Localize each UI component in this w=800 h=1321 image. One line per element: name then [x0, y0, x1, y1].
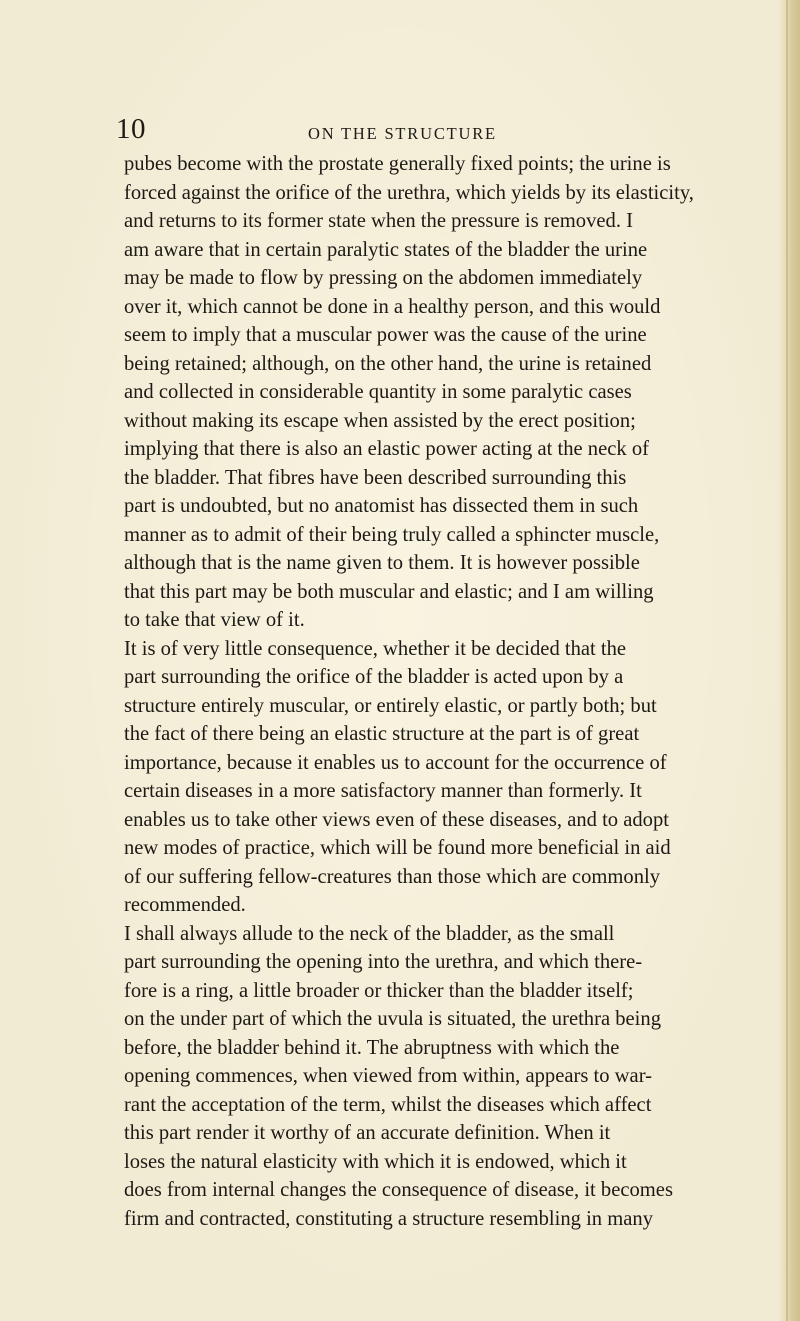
text-line: part surrounding the orifice of the bladder is acted upon by a	[124, 666, 624, 688]
text-line: manner as to admit of their being truly called a sphincter muscle,	[124, 523, 660, 546]
text-line: importance, because it enables us to account for the occurrence of	[124, 751, 667, 774]
text-line: the fact of there being an elastic structure at the part is of great	[124, 723, 640, 745]
text-line: new modes of practice, which will be found more beneficial in aid	[124, 837, 671, 859]
text-line: on the under part of which the uvula is situated, the urethra being	[124, 1008, 661, 1030]
text-line: although that is the name given to them. It is however possible	[124, 552, 640, 574]
text-line: before, the bladder behind it. The abruptness with which the	[124, 1036, 620, 1059]
page-edge-shadow	[778, 0, 800, 1321]
text-line: the bladder. That fibres have been described surrounding this	[124, 466, 627, 489]
text-line: implying that there is also an elastic power acting at the neck of	[124, 438, 649, 460]
text-line: pubes become with the prostate generally fixed points; the urine is	[124, 153, 671, 175]
text-line: seem to imply that a muscular power was the cause of the urine	[124, 324, 647, 346]
text-line: enables us to take other views even of these diseases, and to adopt	[124, 808, 670, 831]
text-line: It is of very little consequence, whether it be decided that the	[124, 637, 627, 660]
text-line: forced against the orifice of the urethra, which yields by its elasticity,	[124, 181, 694, 204]
text-line: may be made to flow by pressing on the abdomen immediately	[124, 267, 643, 289]
text-line: does from internal changes the consequence of disease, it becomes	[124, 1179, 673, 1201]
text-line: recommended.	[124, 894, 246, 916]
text-line: part surrounding the opening into the urethra, and which there-	[124, 951, 643, 973]
text-line: and collected in considerable quantity in some paralytic cases	[124, 381, 632, 403]
body-text	[124, 150, 726, 1233]
page-number: 10	[116, 113, 146, 145]
text-line: certain diseases in a more satisfactory manner than formerly. It	[124, 780, 642, 802]
text-line: that this part may be both muscular and elastic; and I am willing	[124, 580, 654, 603]
text-line: rant the acceptation of the term, whilst the diseases which affect	[124, 1093, 652, 1116]
text-line: over it, which cannot be done in a healthy person, and this would	[124, 295, 661, 318]
text-line: loses the natural elasticity with which it is endowed, which it	[124, 1150, 627, 1173]
text-line: part is undoubted, but no anatomist has dissected them in such	[124, 495, 639, 517]
text-line: of our suffering fellow-creatures than those which are commonly	[124, 865, 661, 888]
text-line: firm and contracted, constituting a structure resembling in many	[124, 1207, 653, 1230]
text-line: to take that view of it.	[124, 609, 305, 631]
text-line: and returns to its former state when the pressure is removed. I	[124, 210, 633, 232]
text-line: I shall always allude to the neck of the bladder, as the small	[124, 922, 615, 945]
text-line: opening commences, when viewed from within, appears to war-	[124, 1065, 652, 1087]
page-edge-line	[786, 0, 788, 1321]
text-line: structure entirely muscular, or entirely elastic, or partly both; but	[124, 694, 657, 717]
text-line: without making its escape when assisted by the erect position;	[124, 409, 636, 432]
text-line: fore is a ring, a little broader or thicker than the bladder itself;	[124, 979, 634, 1002]
running-head: ON THE STRUCTURE	[308, 124, 497, 143]
text-line: being retained; although, on the other hand, the urine is retained	[124, 352, 652, 375]
text-line: this part render it worthy of an accurate definition. When it	[124, 1122, 611, 1144]
text-line: am aware that in certain paralytic states of the bladder the urine	[124, 238, 648, 261]
